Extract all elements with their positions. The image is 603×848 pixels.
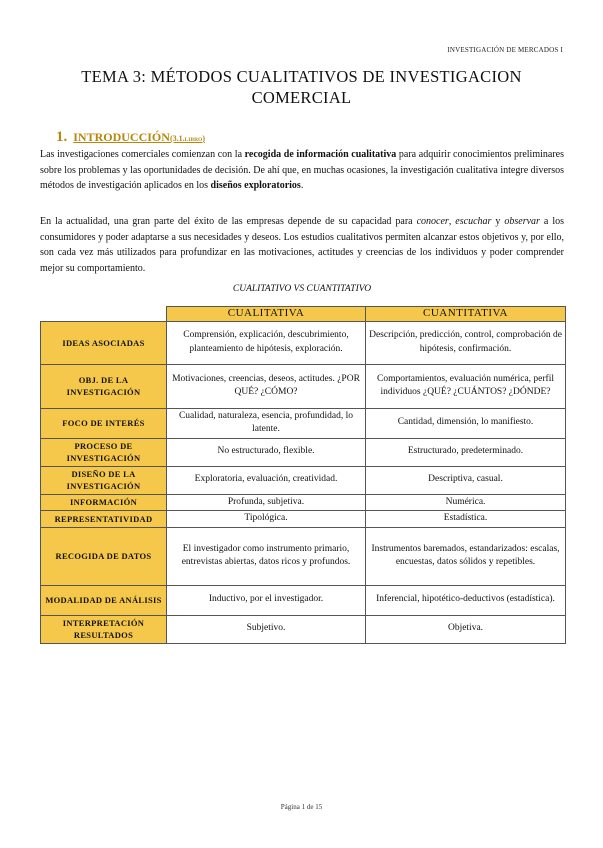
- table-caption: CUALITATIVO VS CUANTITATIVO: [232, 284, 372, 294]
- p1-bold-a: recogida de información cualitativa: [244, 149, 397, 160]
- table-row: [41, 321, 566, 364]
- cell-cuantitativa: Descriptiva, casual.: [366, 466, 566, 494]
- row-label: MODALIDAD DE ANÁLISIS: [41, 585, 167, 615]
- row-label: FOCO DE INTERÉS: [41, 408, 167, 438]
- intro-paragraph-2: [40, 214, 564, 277]
- cell-cuantitativa: Instrumentos baremados, estandarizados: escalas, encuestas, datos sólidos y repetibles.: [366, 527, 566, 585]
- cell-cualitativa: Cualidad, naturaleza, esencia, profundidad, lo latente.: [167, 408, 366, 438]
- p2-italic-observar: observar: [504, 216, 540, 227]
- cell-cuantitativa: Descripción, predicción, control, comprobación de hipótesis, confirmación.: [366, 321, 566, 364]
- p2-text-b: a los consumidores y poder adaptarse a sus necesidades y deseos. Los estudios cualitativos permiten alcanzar estos objetivos y, por ello, son cada vez más utilizados para profundizar en las motivaciones, actitudes y creencias de los individuos y poder comprender mejor su comportamiento.: [40, 216, 565, 275]
- row-label: INTERPRETACIÓN RESULTADOS: [41, 615, 167, 643]
- comparison-table: [40, 306, 566, 644]
- table-row: [41, 511, 566, 528]
- page-footer: Página 1 de 15: [280, 803, 323, 811]
- row-label: REPRESENTATIVIDAD: [41, 511, 167, 528]
- section-ref-close: ): [202, 134, 206, 143]
- table-header-row: [41, 307, 566, 322]
- cell-cuantitativa: Objetiva.: [366, 615, 566, 643]
- table-row: [41, 364, 566, 408]
- p2-sep-1: ,: [448, 216, 456, 227]
- section-ref-small: LIBRO: [184, 137, 203, 143]
- table-row: [41, 585, 566, 615]
- cell-cualitativa: Tipológica.: [167, 511, 366, 528]
- section-title: INTRODUCCIÓN: [73, 130, 170, 144]
- cell-cuantitativa: Inferencial, hipotético-deductivos (estadística).: [366, 585, 566, 615]
- cell-cuantitativa: Cantidad, dimensión, lo manifiesto.: [366, 408, 566, 438]
- row-label: OBJ. DE LA INVESTIGACIÓN: [41, 364, 167, 408]
- p2-italic-conocer: conocer: [416, 216, 449, 227]
- cell-cuantitativa: Estructurado, predeterminado.: [366, 438, 566, 466]
- section-heading: [56, 129, 205, 146]
- table-row: [41, 466, 566, 494]
- cell-cualitativa: Exploratoria, evaluación, creatividad.: [167, 466, 366, 494]
- p2-italic-escuchar: escuchar: [455, 216, 492, 227]
- p1-text-b: para adquirir conocimientos preliminares sobre los problemas y las oportunidades de decisión. De ahí que, en muchas ocasiones, la investigación cualitativa integre diversos métodos de investigación aplicados en los: [40, 149, 564, 192]
- p2-text-a: En la actualidad, una gran parte del éxito de las empresas depende de su capacidad para: [40, 216, 417, 227]
- table-row: [41, 615, 566, 643]
- cell-cualitativa: Motivaciones, creencias, deseos, actitudes. ¿POR QUÉ? ¿CÓMO?: [167, 364, 366, 408]
- cell-cualitativa: El investigador como instrumento primario, entrevistas abiertas, datos ricos y profundos.: [167, 527, 366, 585]
- cell-cuantitativa: Comportamientos, evaluación numérica, perfil individuos ¿QUÉ? ¿CUÁNTOS? ¿DÓNDE?: [366, 364, 566, 408]
- row-label: INFORMACIÓN: [41, 494, 167, 511]
- row-label: DISEÑO DE LA INVESTIGACIÓN: [41, 466, 167, 494]
- cell-cualitativa: Profunda, subjetiva.: [167, 494, 366, 511]
- col-header-cualitativa: CUALITATIVA: [167, 307, 366, 322]
- row-label: PROCESO DE INVESTIGACIÓN: [41, 438, 167, 466]
- section-ref-open: (3.1.: [169, 134, 185, 143]
- p1-text-c: .: [300, 180, 304, 192]
- table-row: [41, 408, 566, 438]
- col-header-cuantitativa: CUANTITATIVA: [366, 307, 566, 322]
- cell-cualitativa: Inductivo, por el investigador.: [167, 585, 366, 615]
- section-number: 1.: [56, 129, 68, 145]
- table-row: [41, 438, 566, 466]
- table-corner-cell: [41, 307, 167, 322]
- running-header: INVESTIGACIÓN DE MERCADOS I: [447, 46, 563, 54]
- cell-cualitativa: No estructurado, flexible.: [167, 438, 366, 466]
- cell-cualitativa: Subjetivo.: [167, 615, 366, 643]
- row-label: IDEAS ASOCIADAS: [41, 321, 167, 364]
- document-title: [40, 66, 563, 108]
- cell-cualitativa: Comprensión, explicación, descubrimiento, planteamiento de hipótesis, exploración.: [167, 321, 366, 364]
- p1-bold-b: diseños exploratorios: [210, 180, 301, 192]
- title-line-2: COMERCIAL: [251, 88, 352, 107]
- p2-sep-2: y: [491, 216, 505, 227]
- intro-paragraph-1: [40, 147, 564, 194]
- table-row: [41, 494, 566, 511]
- p1-text-a: Las investigaciones comerciales comienzan con la: [40, 149, 245, 160]
- cell-cuantitativa: Estadística.: [366, 511, 566, 528]
- table-row: [41, 527, 566, 585]
- row-label: RECOGIDA DE DATOS: [41, 527, 167, 585]
- title-line-1: TEMA 3: MÉTODOS CUALITATIVOS DE INVESTIGACION: [81, 67, 522, 86]
- cell-cuantitativa: Numérica.: [366, 494, 566, 511]
- section-ref: [170, 134, 205, 143]
